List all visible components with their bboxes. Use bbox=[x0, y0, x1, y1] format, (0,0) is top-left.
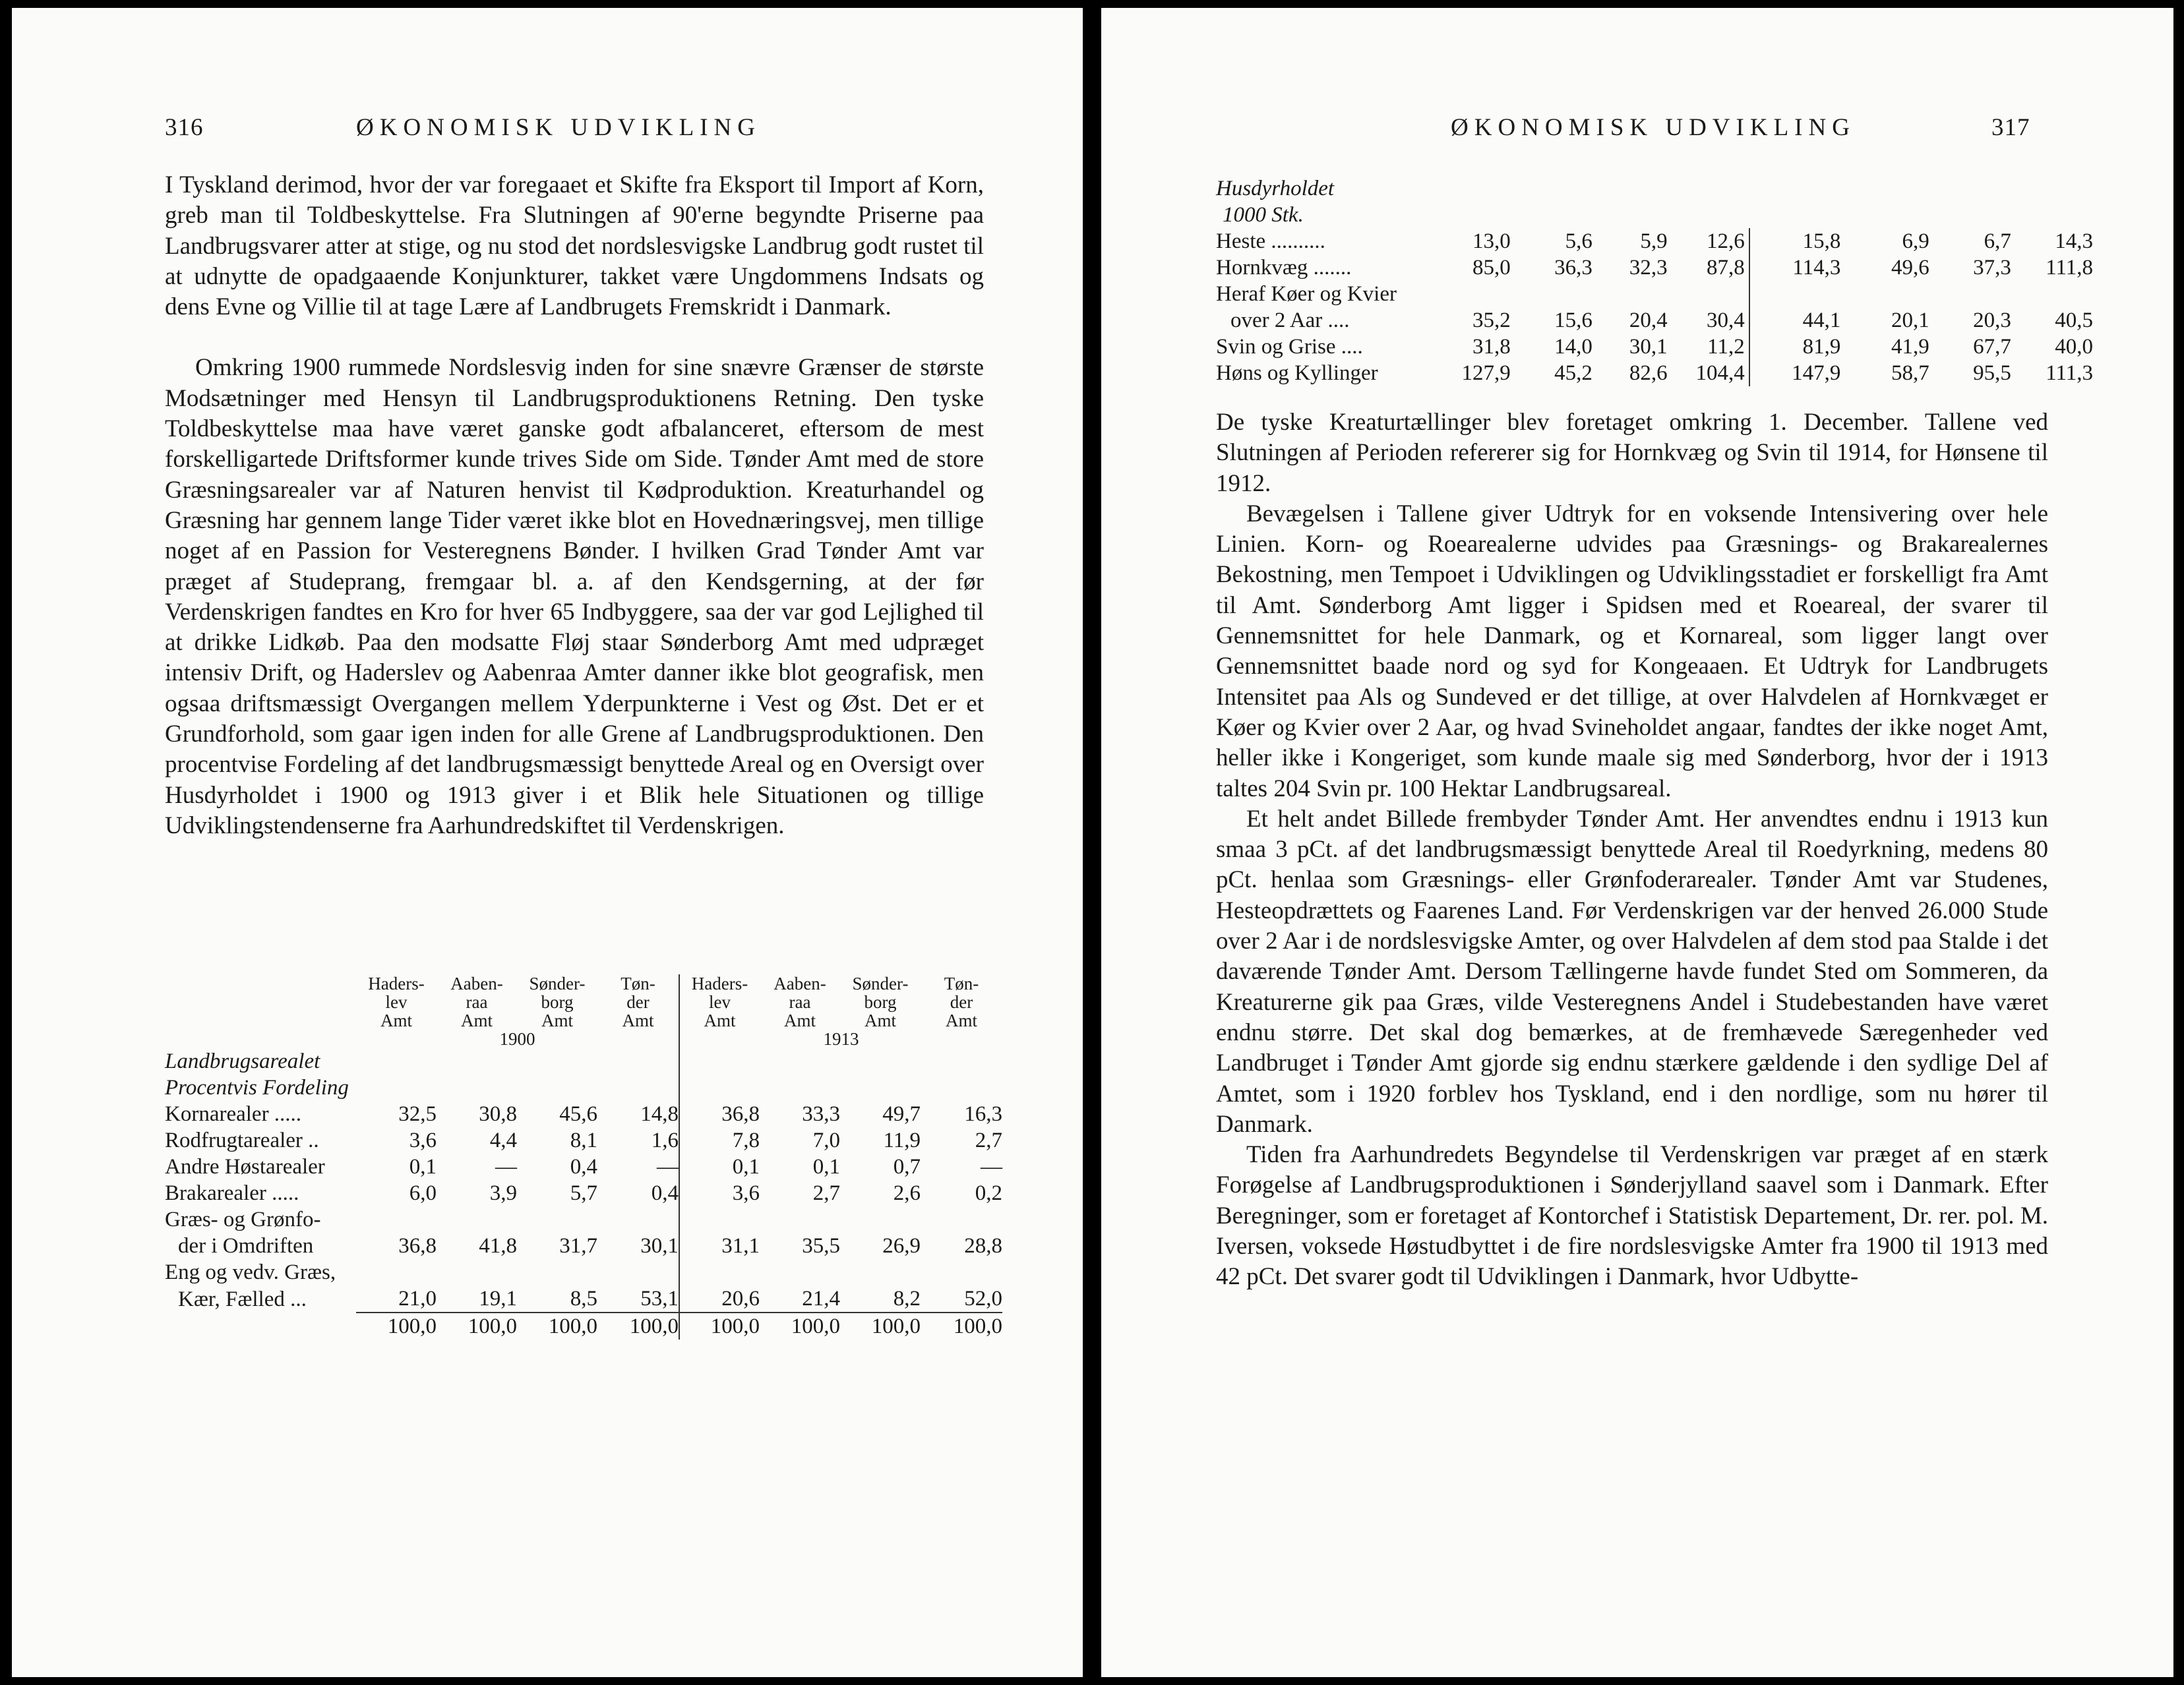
section-row bbox=[165, 1048, 1002, 1075]
row-label: Svin og Grise .... bbox=[1216, 335, 1363, 359]
value-cell: 14,8 bbox=[597, 1101, 679, 1127]
row-label: Heste .......... bbox=[1216, 229, 1325, 253]
value-cell: 37,3 bbox=[1973, 256, 2011, 280]
value-cell: 32,5 bbox=[398, 1102, 437, 1126]
value-cell: 30,1 bbox=[597, 1233, 679, 1259]
paragraph: I Tyskland derimod, hvor der var foregaaet et Skifte fra Eksport til Import af Korn, greb man til Toldbeskyttelse. Fra Slutningen af 90'erne begyndte Priserne paa Landbrugsvarer atter at stige, og nu stod det nordslesvigske Landbrug godt rustet til at udnytte de opadgaaende Konjunkturer, takket være Ungdommens Indsats og dens Evne og Villie til at tage Lære af Landbrugets Fremskridt i Danmark. bbox=[165, 171, 984, 321]
value-cell: 95,5 bbox=[1973, 361, 2011, 385]
value-cell: 81,9 bbox=[1802, 335, 1841, 359]
section-row bbox=[1216, 202, 2093, 228]
value-cell: 21,0 bbox=[398, 1287, 437, 1311]
value-cell: 127,9 bbox=[1461, 361, 1511, 385]
value-cell: 52,0 bbox=[964, 1287, 1002, 1311]
col-header: Tøn- der Amt bbox=[597, 974, 679, 1030]
value-cell: 114,3 bbox=[1792, 256, 1841, 280]
value-cell: 6,9 bbox=[1902, 229, 1929, 253]
value-cell: 2,6 bbox=[893, 1181, 921, 1205]
paragraph: Et helt andet Billede frembyder Tønder Amt. Her anvendtes endnu i 1913 kun smaa 3 pCt. af det landbrugsmæssigt benyttede Areal til Roedyrkning, medens 80 pCt. henlaa som Græsnings- eller Grønfoderarealer. Tønder Amt var Studenes, Hesteopdrættets og Faarenes Land. Før Verdenskrigen var der henved 26.000 Stude over 2 Aar i de nordslesvigske Amter, og over Halvdelen af dem stod paa Stalde i det daværende Tønder Amt. Dersom Tællingerne havde fundet Sted om Sommeren, da Kreaturerne gik paa Græs, vilde Vesteregnens Andel i Studebestanden have været endnu større. Det skal dog bemærkes, at de fremhævede Særegenheder ved Landbruget i Tønder Amt gjorde sig endnu stærkere gældende i den sydlige Del af Amtet, som i 1920 forblev hos Tyskland, end i den nordlige, som nu hører til Danmark. bbox=[1216, 805, 2048, 1138]
value-cell: 15,8 bbox=[1802, 229, 1841, 253]
value-cell: 111,8 bbox=[2046, 256, 2093, 280]
land-use-table bbox=[165, 974, 1002, 1340]
row-label: Græs- og Grønfo- bbox=[165, 1208, 321, 1231]
table-row bbox=[1216, 307, 2093, 334]
value-cell: 87,8 bbox=[1668, 254, 1749, 281]
value-cell: 16,3 bbox=[964, 1102, 1002, 1126]
paragraph: Bevægelsen i Tallene giver Udtryk for en voksende Intensivering over hele Linien. Korn- og Roearealerne udvides paa Græsnings- og Brakarealernes Bekostning, men Tempoet i Udviklingen og Udviklingsstadiet er forskelligt fra Amt til Amt. Sønderborg Amt ligger i Spidsen med et Roeareal, der svarer til Gennemsnittet for hele Danmark, og et Kornareal, som ligger langt over Gennemsnittet baade nord og syd for Kongeaaen. Et Udtryk for Landbrugets Intensitet paa Als og Sundeved er det tillige, at over Halvdelen af Hornkvæget er Køer og Kvier over 2 Aar, og hvad Svineholdet angaar, fandtes der ikke noget Amt, heller ikke i Kongeriget, som kunde maale sig med Sønderborg, hvor der i 1913 taltes 204 Svin pr. 100 Hektar Landbrugsareal. bbox=[1216, 500, 2048, 802]
row-label: over 2 Aar .... bbox=[1230, 309, 1350, 332]
value-cell: 36,3 bbox=[1554, 256, 1592, 280]
table-row bbox=[1216, 281, 2093, 307]
section-subtitle: Procentvis Fordeling bbox=[165, 1076, 349, 1100]
col-header: Tøn- der Amt bbox=[944, 974, 979, 1030]
value-cell: 40,0 bbox=[2055, 335, 2093, 359]
value-cell: 30,4 bbox=[1668, 307, 1749, 334]
value-cell: 0,4 bbox=[570, 1155, 597, 1179]
row-label: Kær, Fælled ... bbox=[178, 1287, 307, 1311]
value-cell: 2,7 bbox=[812, 1181, 840, 1205]
value-cell: — bbox=[495, 1155, 517, 1179]
left-page bbox=[12, 8, 1083, 1677]
value-cell: 0,4 bbox=[597, 1180, 679, 1206]
row-label: Kornarealer ..... bbox=[165, 1102, 302, 1126]
table-row bbox=[165, 1127, 1002, 1154]
row-label: Brakarealer ..... bbox=[165, 1181, 299, 1205]
value-cell: 4,4 bbox=[489, 1129, 517, 1152]
value-cell: 13,0 bbox=[1472, 229, 1511, 253]
value-cell: 8,2 bbox=[893, 1287, 921, 1311]
table-row bbox=[165, 1101, 1002, 1127]
total-cell: 100,0 bbox=[840, 1313, 921, 1340]
value-cell: 49,6 bbox=[1891, 256, 1929, 280]
value-cell: 0,7 bbox=[893, 1155, 921, 1179]
value-cell: — bbox=[981, 1155, 1002, 1179]
value-cell: 35,5 bbox=[802, 1234, 840, 1258]
value-cell: 49,7 bbox=[882, 1102, 921, 1126]
value-cell: 111,3 bbox=[2046, 361, 2093, 385]
year-row bbox=[165, 1030, 1002, 1048]
section-title: Husdyrholdet bbox=[1216, 177, 1335, 200]
row-label: Rodfrugtarealer .. bbox=[165, 1129, 319, 1152]
page-number: 317 bbox=[1991, 114, 2030, 141]
body-text bbox=[165, 170, 984, 841]
value-cell: 36,8 bbox=[721, 1102, 760, 1126]
table-row bbox=[165, 1259, 1002, 1286]
value-cell: 2,7 bbox=[975, 1129, 1002, 1152]
value-cell: 14,0 bbox=[1554, 335, 1592, 359]
value-cell: 30,8 bbox=[479, 1102, 517, 1126]
value-cell: 8,1 bbox=[570, 1129, 597, 1152]
value-cell: 5,6 bbox=[1565, 229, 1592, 253]
value-cell: 0,1 bbox=[812, 1155, 840, 1179]
col-header: Sønder- borg Amt bbox=[529, 974, 586, 1030]
value-cell: 36,8 bbox=[398, 1234, 437, 1258]
year-label: 1900 bbox=[356, 1030, 679, 1048]
row-label: der i Omdriften bbox=[178, 1234, 314, 1258]
value-cell: 6,0 bbox=[409, 1181, 437, 1205]
running-head: ØKONOMISK UDVIKLING bbox=[356, 114, 761, 141]
section-row bbox=[1216, 175, 2093, 202]
value-cell: 15,6 bbox=[1554, 309, 1592, 332]
row-label: Eng og vedv. Græs, bbox=[165, 1260, 336, 1284]
paragraph: Omkring 1900 rummede Nordslesvig inden for sine snævre Grænser de største Modsætninger med Hensyn til Landbrugsproduktionens Retning. Den tyske Toldbeskyttelse maa have været ganske godt afbalanceret, eftersom de mest forskelligartede Driftsformer kunde trives Side om Side. Tønder Amt med de store Græsningsarealer var af Naturen henvist til Kødproduktion. Kreaturhandel og Græsning har gennem lange Tider været ikke blot en Hovednæringsvej, men tillige noget af en Passion for Vesteregnens Bønder. I hvilken Grad Tønder Amt var præget af Studeprang, fremgaar bl. a. af den Kendsgerning, at der før Verdenskrigen fandtes en Kro for hver 65 Indbyggere, saa der var god Lejlighed til at drikke Lidkøb. Paa den modsatte Fløj staar Sønderborg Amt med udpræget intensiv Drift, og Haderslev og Aabenraa Amter danner ikke blot geografisk, men ogsaa driftsmæssigt Overgangen mellem Yderpunkterne i Vest og Øst. Det er et Grundforhold, som gaar igen inden for alle Grene af Landbrugsproduktionen. Den procentvise Fordeling af det landbrugsmæssigt benyttede Areal og en Oversigt over Husdyrholdet i 1900 og 1913 giver i et Blik hele Situationen og tillige Udviklingstendenserne fra Aarhundredskiftet til Verdenskrigen. bbox=[165, 354, 984, 839]
table-row bbox=[1216, 254, 2093, 281]
value-cell: 31,8 bbox=[1472, 335, 1511, 359]
value-cell: 0,1 bbox=[732, 1155, 760, 1179]
section-title: Landbrugsarealet bbox=[165, 1049, 320, 1073]
value-cell: 147,9 bbox=[1792, 361, 1841, 385]
value-cell: 3,9 bbox=[489, 1181, 517, 1205]
total-cell: 100,0 bbox=[517, 1313, 597, 1340]
table-row bbox=[165, 1286, 1002, 1313]
total-cell: 100,0 bbox=[679, 1313, 760, 1340]
table-row bbox=[1216, 334, 2093, 360]
value-cell: 5,9 bbox=[1640, 229, 1668, 253]
value-cell: 7,8 bbox=[732, 1129, 760, 1152]
value-cell: 33,3 bbox=[802, 1102, 840, 1126]
table-row bbox=[165, 1233, 1002, 1259]
value-cell: 104,4 bbox=[1668, 360, 1749, 386]
value-cell: 8,5 bbox=[570, 1287, 597, 1311]
row-label: Heraf Køer og Kvier bbox=[1216, 282, 1397, 306]
row-label: Andre Høstarealer bbox=[165, 1155, 325, 1179]
page-number: 316 bbox=[165, 114, 204, 141]
section-row bbox=[165, 1075, 1002, 1101]
value-cell: 21,4 bbox=[802, 1287, 840, 1311]
paragraph: De tyske Kreaturtællinger blev foretaget omkring 1. December. Tallene ved Slutningen af Perioden refererer sig for Hornkvæg og Svin til 1914, for Hønsene til 1912. bbox=[1216, 409, 2048, 497]
total-cell: 100,0 bbox=[437, 1313, 517, 1340]
value-cell: 45,6 bbox=[559, 1102, 597, 1126]
value-cell: 1,6 bbox=[597, 1127, 679, 1154]
value-cell: 20,1 bbox=[1891, 309, 1929, 332]
value-cell: 14,3 bbox=[2055, 229, 2093, 253]
total-cell: 100,0 bbox=[921, 1313, 1002, 1340]
value-cell: 5,7 bbox=[570, 1181, 597, 1205]
value-cell: 30,1 bbox=[1629, 335, 1668, 359]
value-cell: 11,9 bbox=[883, 1129, 921, 1152]
value-cell: 6,7 bbox=[1984, 229, 2011, 253]
body-text bbox=[1216, 407, 2048, 1293]
value-cell: 3,6 bbox=[409, 1129, 437, 1152]
col-header: Aaben- raa Amt bbox=[774, 974, 826, 1030]
value-cell: 19,1 bbox=[479, 1287, 517, 1311]
value-cell: 7,0 bbox=[812, 1129, 840, 1152]
table-row bbox=[165, 1206, 1002, 1233]
value-cell: 45,2 bbox=[1554, 361, 1592, 385]
value-cell: 58,7 bbox=[1891, 361, 1929, 385]
paragraph: Tiden fra Aarhundredets Begyndelse til Verdenskrigen var præget af en stærk Forøgelse af Landbrugsproduktionen i Sønderjylland saavel som i Danmark. Efter Beregninger, som er foretaget af Kontorchef i Statistisk Departement, Dr. rer. pol. M. Iversen, voksede Høstudbyttet i de fire nordslesvigske Amter fra 1900 til 1913 med 42 pCt. Det svarer godt til Udviklingen i Danmark, hvor Udbytte- bbox=[1216, 1141, 2048, 1291]
row-label: Høns og Kyllinger bbox=[1216, 361, 1378, 385]
value-cell: 41,8 bbox=[479, 1234, 517, 1258]
value-cell: 31,1 bbox=[721, 1234, 760, 1258]
value-cell: 11,2 bbox=[1668, 334, 1749, 360]
section-subtitle: 1000 Stk. bbox=[1223, 203, 1304, 227]
livestock-table bbox=[1216, 175, 2093, 386]
total-row bbox=[165, 1313, 1002, 1340]
table-row bbox=[165, 1154, 1002, 1180]
value-cell: 82,6 bbox=[1629, 361, 1668, 385]
col-header: Haders- lev Amt bbox=[691, 974, 748, 1030]
value-cell: — bbox=[597, 1154, 679, 1180]
col-header: Haders- lev Amt bbox=[368, 974, 425, 1030]
value-cell: 3,6 bbox=[732, 1181, 760, 1205]
col-header: Sønder- borg Amt bbox=[852, 974, 909, 1030]
value-cell: 44,1 bbox=[1802, 309, 1841, 332]
value-cell: 31,7 bbox=[559, 1234, 597, 1258]
value-cell: 35,2 bbox=[1472, 309, 1511, 332]
row-label: Hornkvæg ....... bbox=[1216, 256, 1352, 280]
value-cell: 0,2 bbox=[975, 1181, 1002, 1205]
column-header-row bbox=[165, 974, 1002, 1030]
table-row bbox=[165, 1180, 1002, 1206]
total-cell: 100,0 bbox=[597, 1313, 679, 1340]
table-row bbox=[1216, 360, 2093, 386]
value-cell: 0,1 bbox=[409, 1155, 437, 1179]
value-cell: 53,1 bbox=[597, 1286, 679, 1313]
col-header: Aaben- raa Amt bbox=[450, 974, 503, 1030]
value-cell: 32,3 bbox=[1629, 256, 1668, 280]
running-head: ØKONOMISK UDVIKLING bbox=[1451, 114, 1856, 141]
value-cell: 85,0 bbox=[1472, 256, 1511, 280]
value-cell: 40,5 bbox=[2055, 309, 2093, 332]
table-row bbox=[1216, 228, 2093, 254]
value-cell: 28,8 bbox=[964, 1234, 1002, 1258]
value-cell: 20,3 bbox=[1973, 309, 2011, 332]
total-cell: 100,0 bbox=[356, 1313, 437, 1340]
value-cell: 12,6 bbox=[1668, 228, 1749, 254]
total-cell: 100,0 bbox=[760, 1313, 840, 1340]
value-cell: 20,6 bbox=[721, 1287, 760, 1311]
year-label: 1913 bbox=[823, 1029, 859, 1049]
value-cell: 67,7 bbox=[1973, 335, 2011, 359]
value-cell: 41,9 bbox=[1891, 335, 1929, 359]
value-cell: 26,9 bbox=[882, 1234, 921, 1258]
value-cell: 20,4 bbox=[1629, 309, 1668, 332]
right-page bbox=[1101, 8, 2173, 1677]
